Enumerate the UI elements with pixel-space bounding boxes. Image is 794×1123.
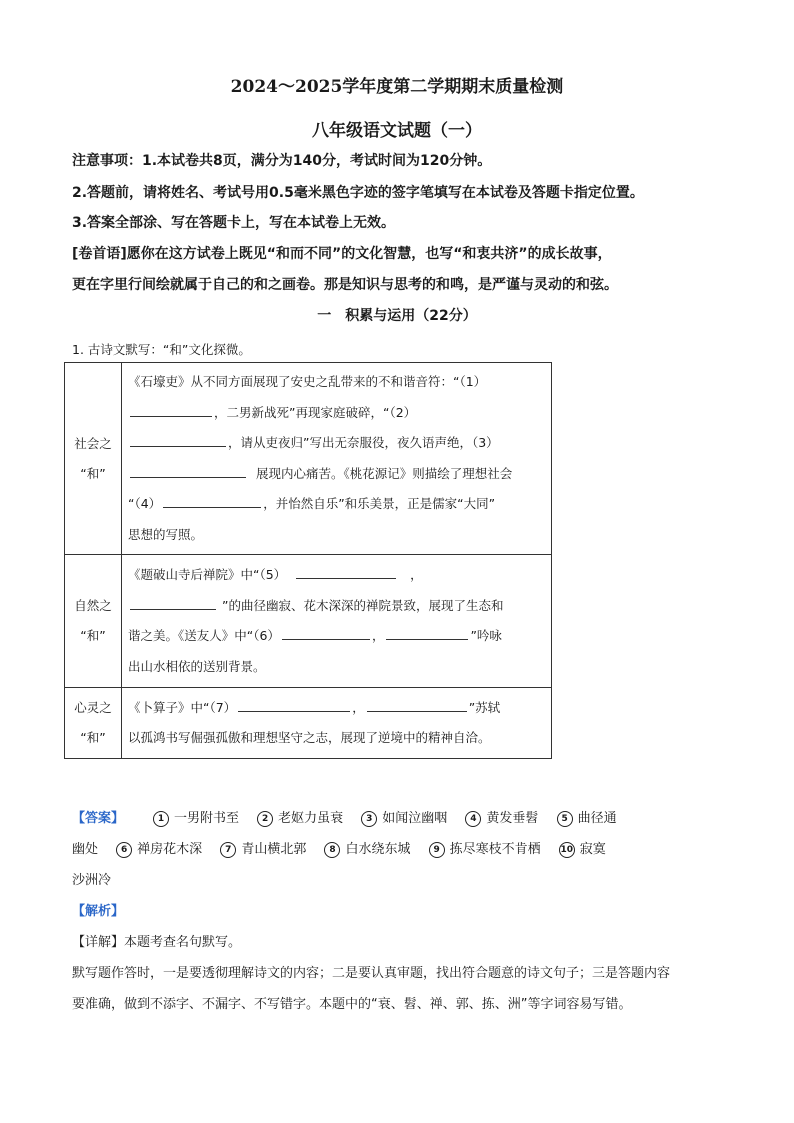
blank-2[interactable] <box>130 430 226 447</box>
answer-number: 9 <box>429 842 445 858</box>
table-row <box>65 363 552 555</box>
answer-item <box>72 873 111 888</box>
answer-label: 【答案】 <box>72 811 125 826</box>
category-label: “和” <box>80 465 106 481</box>
blank-5b[interactable] <box>130 593 216 610</box>
answer-item <box>220 842 306 857</box>
blank-6b[interactable] <box>386 623 468 640</box>
category-cell <box>65 555 122 688</box>
answer-text: 禅房花木深 <box>137 842 203 857</box>
row-text: ，并怡然自乐”和乐美景，正是儒家“大同” <box>263 496 496 511</box>
blank-5[interactable] <box>296 562 396 579</box>
category-label: “和” <box>80 628 106 643</box>
intro-line-1: [卷首语]愿你在这方试卷上既见“和而不同”的文化智慧，也写“和衷共济”的成长故事， <box>72 246 612 262</box>
category-label: 社会之 <box>74 435 112 451</box>
row-text: ”吟咏 <box>470 628 502 643</box>
answer-number: 8 <box>324 842 340 858</box>
row-text: 思想的写照。 <box>128 526 204 542</box>
analysis-label: 【解析】 <box>72 904 125 919</box>
intro-line-2: 更在字里行间绘就属于自己的和之画卷。那是知识与思考的和鸣，是严谨与灵动的和弦。 <box>72 277 618 293</box>
row-text: “（4） <box>128 496 162 511</box>
blank-7[interactable] <box>238 695 350 712</box>
note-1: 注意事项：1.本试卷共8页，满分为140分，考试时间为120分钟。 <box>72 153 492 169</box>
category-label: “和” <box>80 730 106 745</box>
answer-text: 幽处 <box>72 842 99 857</box>
answer-number: 1 <box>153 811 169 827</box>
blank-6[interactable] <box>282 623 370 640</box>
analysis-paragraph: 默写题作答时，一是要透彻理解诗文的内容；二是要认真审题，找出符合题意的诗文句子；三是答题内容 <box>72 966 671 981</box>
answer-text: 曲径通 <box>577 811 617 826</box>
answer-item <box>465 811 538 826</box>
analysis-paragraph: 要准确，做到不添字、不漏字、不写错字。本题中的“衰、髫、禅、郭、拣、洲”等字词容易写错。 <box>72 997 632 1012</box>
row-text: ”苏轼 <box>468 699 501 715</box>
row-text: 以孤鸿书写倔强孤傲和理想坚守之志，展现了逆境中的精神自洽。 <box>128 730 491 745</box>
table-row <box>65 688 552 759</box>
answer-number: 3 <box>361 811 377 827</box>
row-text: ”的曲径幽寂、花木深深的禅院景致，展现了生态和 <box>221 597 504 613</box>
answer-number: 7 <box>220 842 236 858</box>
blank-4[interactable] <box>163 491 261 508</box>
row-text: ， <box>410 567 423 582</box>
answer-item <box>72 842 98 857</box>
blank-3[interactable] <box>130 461 246 478</box>
answer-item <box>324 842 410 857</box>
row-text: ， <box>371 628 385 643</box>
exam-title: 2024～2025学年度第二学期期末质量检测 <box>230 77 564 97</box>
answer-text: 青山横北郭 <box>241 842 307 857</box>
category-cell <box>65 363 122 555</box>
answer-text: 寂寞 <box>579 842 606 857</box>
blank-1[interactable] <box>130 400 212 417</box>
answer-number: 4 <box>465 811 481 827</box>
answer-block <box>72 803 732 896</box>
answer-number: 10 <box>559 842 575 858</box>
content-cell <box>122 555 552 688</box>
answer-number: 6 <box>116 842 132 858</box>
answer-item <box>557 811 617 826</box>
note-2: 2.答题前，请将姓名、考试号用0.5毫米黑色字迹的签字笔填写在本试卷及答题卡指定位置。 <box>72 185 644 201</box>
content-cell <box>122 688 552 759</box>
answer-number: 5 <box>557 811 573 827</box>
answer-text: 一男附书至 <box>173 811 239 826</box>
answer-text: 白水绕东城 <box>345 842 411 857</box>
row-text: 展现内心痛苦。《桃花源记》则描绘了理想社会 <box>255 465 513 481</box>
row-text: 《卜算子》中“（7） <box>128 699 237 715</box>
answer-text: 黄发垂髫 <box>486 811 539 826</box>
row-text: ，请从吏夜归”写出无奈服役，夜久语声绝，（3） <box>228 435 499 450</box>
category-cell <box>65 688 122 759</box>
answer-text: 如闻泣幽咽 <box>382 811 448 826</box>
answer-item <box>361 811 447 826</box>
row-text: 《石壕吏》从不同方面展现了安史之乱带来的不和谐音符：“（1） <box>128 374 487 389</box>
poem-table <box>64 362 552 759</box>
answer-item <box>559 842 606 857</box>
analysis-block <box>72 896 728 1020</box>
row-text: 谐之美。《送友人》中“（6） <box>128 628 280 643</box>
category-label: 心灵之 <box>74 700 112 715</box>
blank-7b[interactable] <box>367 695 467 712</box>
section-title: 一 积累与运用（22分） <box>317 308 477 324</box>
answer-text: 拣尽寒枝不肯栖 <box>449 842 541 857</box>
answer-number: 2 <box>257 811 273 827</box>
content-cell <box>122 363 552 555</box>
analysis-detail: 【详解】本题考查名句默写。 <box>72 935 242 950</box>
answer-text: 老妪力虽衰 <box>278 811 344 826</box>
answer-item <box>153 811 239 826</box>
row-text: ， <box>352 699 365 715</box>
row-text: 《题破山寺后禅院》中“（5） <box>128 567 287 582</box>
answer-item <box>116 842 202 857</box>
answer-text: 沙洲冷 <box>72 873 112 888</box>
exam-subtitle: 八年级语文试题（一） <box>312 121 482 141</box>
answer-item <box>257 811 343 826</box>
row-text: 出山水相依的送别背景。 <box>128 658 266 674</box>
table-row <box>65 555 552 688</box>
row-text: ，二男新战死”再现家庭破碎，“（2） <box>214 404 417 420</box>
question-1-prompt: 1. 古诗文默写：“和”文化探微。 <box>72 342 251 357</box>
category-label: 自然之 <box>74 598 112 613</box>
note-3: 3.答案全部涂、写在答题卡上，写在本试卷上无效。 <box>72 215 396 231</box>
answer-item <box>429 842 541 857</box>
